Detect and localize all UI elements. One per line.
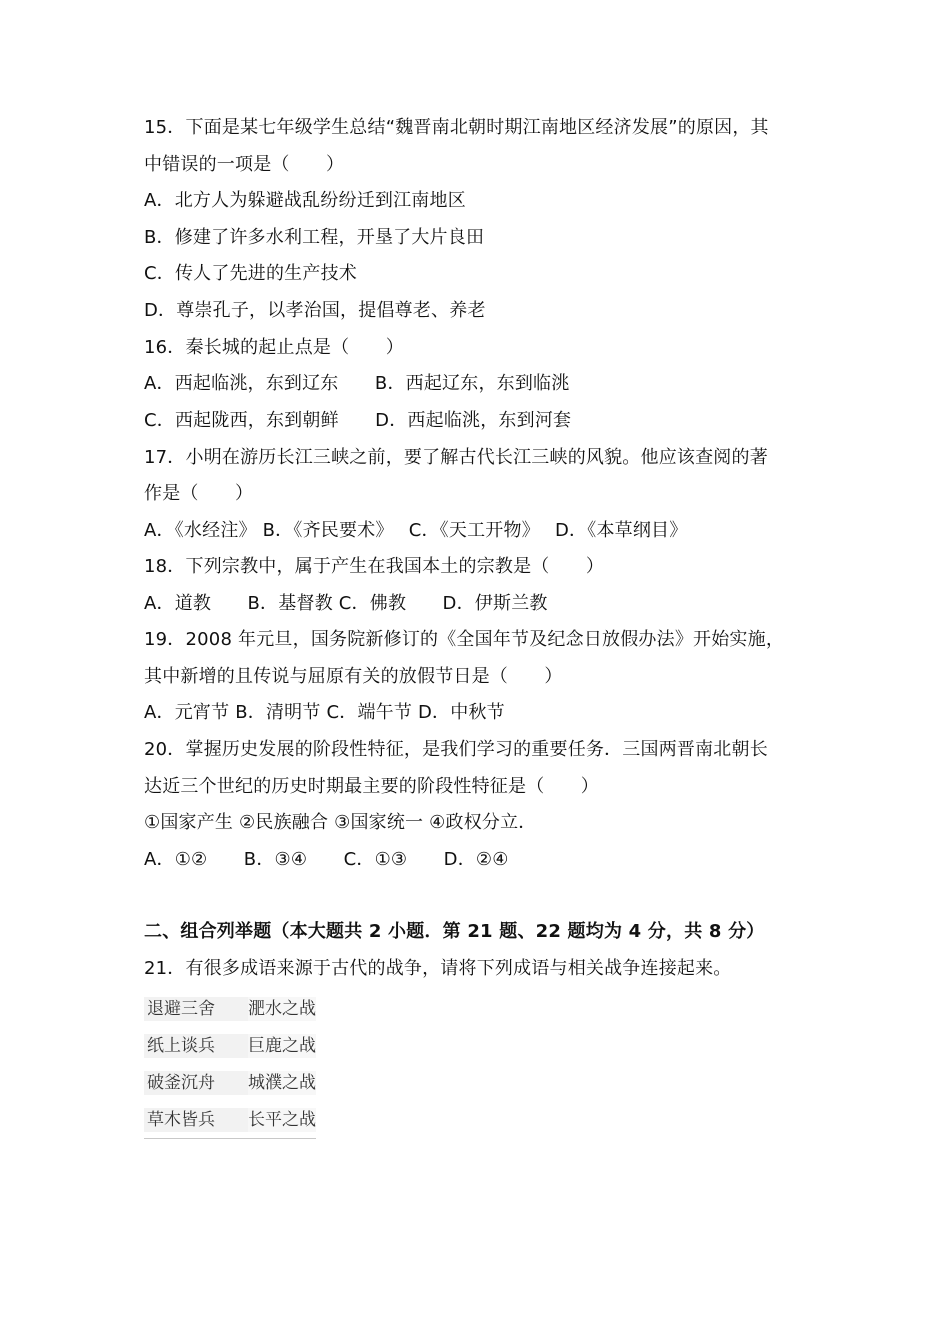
table-row xyxy=(144,1027,316,1064)
q15-option-b: B．修建了许多水利工程，开垦了大片良田 xyxy=(144,227,485,248)
q19-stem-line1: 19．2008 年元旦，国务院新修订的《全国年节及纪念日放假办法》开始实施， xyxy=(144,629,785,650)
q20-stem-line1: 20．掌握历史发展的阶段性特征，是我们学习的重要任务．三国两晋南北朝长 xyxy=(144,739,768,760)
battle-cell: 淝水之战 xyxy=(248,998,316,1019)
q19-stem-line2: 其中新增的且传说与屈原有关的放假节日是（ ） xyxy=(144,666,563,687)
section-2-heading: 二、组合列举题（本大题共 2 小题．第 21 题、22 题均为 4 分，共 8 分） xyxy=(144,921,765,942)
idiom-cell: 退避三舍 xyxy=(144,997,248,1021)
table-row xyxy=(144,990,316,1027)
q18-options: A．道教 B．基督教 C．佛教 D．伊斯兰教 xyxy=(144,593,548,614)
q16-stem: 16．秦长城的起止点是（ ） xyxy=(144,337,404,358)
q17-options: A．《水经注》 B．《齐民要术》 C．《天工开物》 D．《本草纲目》 xyxy=(144,520,688,541)
battle-cell: 城濮之战 xyxy=(248,1072,316,1093)
table-row xyxy=(144,1064,316,1101)
q18-stem: 18．下列宗教中，属于产生在我国本土的宗教是（ ） xyxy=(144,556,605,577)
idiom-cell: 草木皆兵 xyxy=(144,1108,248,1132)
q19-options: A．元宵节 B．清明节 C．端午节 D．中秋节 xyxy=(144,702,505,723)
idiom-cell: 破釜沉舟 xyxy=(144,1071,248,1095)
battle-cell: 长平之战 xyxy=(248,1109,316,1130)
q16-options-line2: C．西起陇西，东到朝鲜 D．西起临洮，东到河套 xyxy=(144,410,572,431)
q15-stem-line1: 15．下面是某七年级学生总结“魏晋南北朝时期江南地区经济发展”的原因，其 xyxy=(144,117,769,138)
q15-option-d: D．尊崇孔子，以孝治国，提倡尊老、养老 xyxy=(144,300,486,321)
q20-stem-line3: ①国家产生 ②民族融合 ③国家统一 ④政权分立． xyxy=(144,812,537,833)
battle-cell: 巨鹿之战 xyxy=(248,1035,316,1056)
table-row xyxy=(144,1101,316,1138)
idiom-cell: 纸上谈兵 xyxy=(144,1034,248,1058)
q20-stem-line2: 达近三个世纪的历史时期最主要的阶段性特征是（ ） xyxy=(144,776,599,797)
q15-stem-line2: 中错误的一项是（ ） xyxy=(144,154,345,175)
q21-stem: 21．有很多成语来源于古代的战争，请将下列成语与相关战争连接起来。 xyxy=(144,958,732,979)
q20-options: A．①② B．③④ C．①③ D．②④ xyxy=(144,849,509,870)
q15-option-a: A．北方人为躲避战乱纷纷迁到江南地区 xyxy=(144,190,466,211)
q17-stem-line1: 17．小明在游历长江三峡之前，要了解古代长江三峡的风貌。他应该查阅的著 xyxy=(144,447,768,468)
q16-options-line1: A．西起临洮，东到辽东 B．西起辽东，东到临洮 xyxy=(144,373,570,394)
q17-stem-line2: 作是（ ） xyxy=(144,483,254,504)
q15-option-c: C．传人了先进的生产技术 xyxy=(144,263,357,284)
idiom-battle-table xyxy=(144,990,316,1139)
